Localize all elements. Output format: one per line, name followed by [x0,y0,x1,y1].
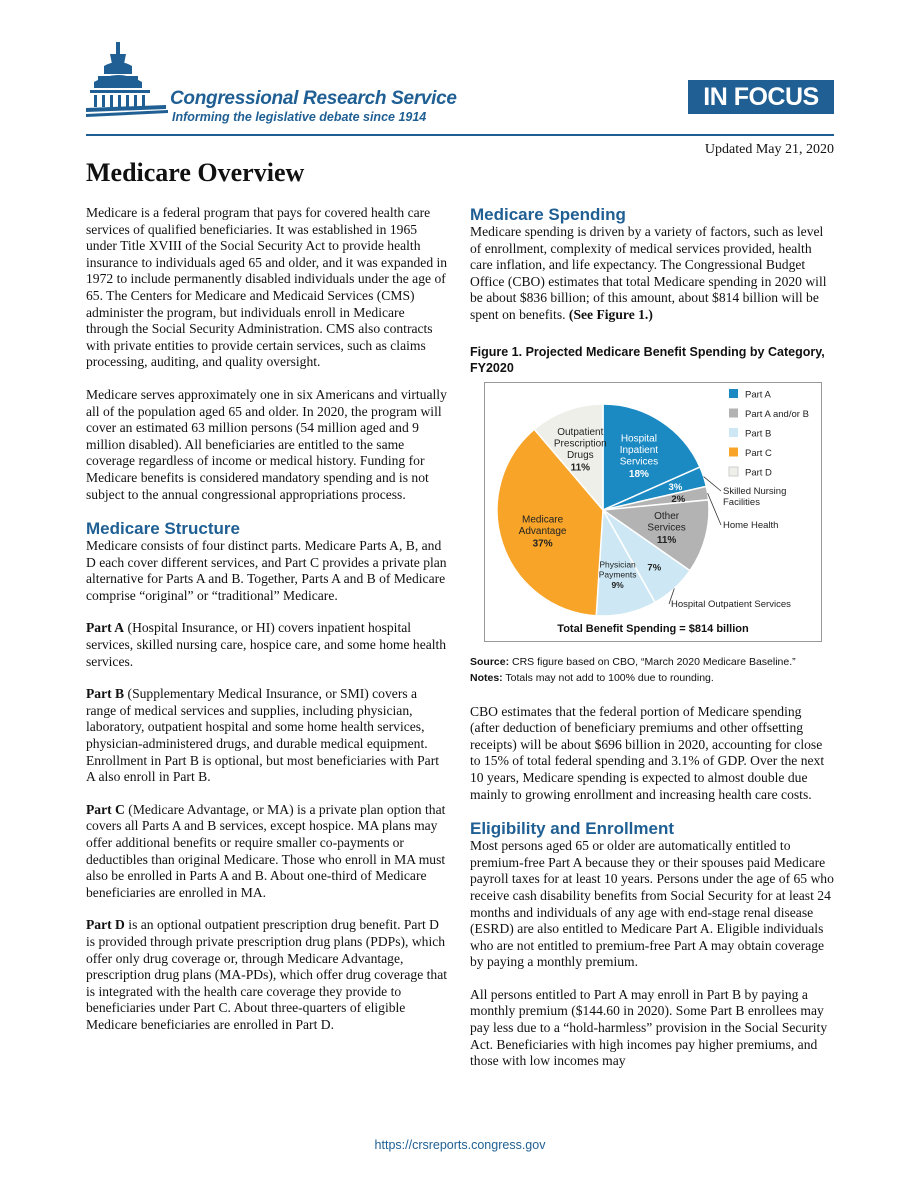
structure-paragraph: Medicare consists of four distinct parts. Medicare Parts A, B, and D each cover different services, and Part C provides a private plan alternative for Parts A and B. Together, Parts A and B of Medicare comprise “original” or “traditional” Medicare. [86,538,447,603]
legend-label-part-d: Part D [745,467,772,479]
pie-label-outpatient-prescription-drugs: Drugs [566,449,594,461]
source-text: CRS figure based on CBO, “March 2020 Medicare Baseline.” [509,655,796,668]
in-focus-badge: IN FOCUS [688,80,834,114]
spending-paragraph [470,224,834,324]
pie-pct-skilled-nursing-facilities: 3% [668,481,683,493]
part-d-label: Part D [86,917,125,933]
part-d-paragraph [86,917,448,1033]
spending-heading: Medicare Spending [470,205,626,224]
part-b-label: Part B [86,686,125,702]
part-a-label: Part A [86,620,125,636]
pie-label-other-services: Services [647,522,686,534]
part-c-text: (Medicare Advantage, or MA) is a private plan option that covers all Parts A and B services, except hospice. MA plans may offer additional benefits or require smaller co-payments or deductibles than original Medicare. Those who enroll in MA must also be enrolled in Parts A and B. About one-third of Medicare beneficiaries are enrolled in MA. [86,801,446,900]
pie-label-hospital-inpatient-services: Inpatient [619,444,659,456]
pie-label-skilled-nursing-facilities: Facilities [723,496,760,508]
pie-label-medicare-advantage: Advantage [518,525,567,537]
legend-swatch-part-a [729,389,738,398]
legend-swatch-part-a-and-or-b [729,408,738,417]
legend-label-part-b: Part B [745,428,772,440]
part-d-text: is an optional outpatient prescription drug benefit. Part D is provided through private prescription drug plans (PDPs), which offer only drug coverage or, through Medicare Advantage, prescription drug plans (MA-PDs), which offer drug coverage that is integrated with the health care coverage they provide to beneficiaries under Part C. About three-quarters of eligible Medicare beneficiaries are enrolled in Part D. [86,917,448,1032]
cbo-paragraph: CBO estimates that the federal portion of Medicare spending (after deduction of beneficiary premiums and other offsetting receipts) will be about $696 billion in 2020, accounting for close to 15% of total federal spending and 3.1% of GDP. Over the next 10 years, Medicare spending is expected to almost double due mainly to growing enrollment and increasing health care costs. [470,703,825,802]
pie-label-hospital-outpatient-services: Hospital Outpatient Services [671,598,791,610]
pie-label-outpatient-prescription-drugs: Outpatient [557,426,604,438]
notes-text: Totals may not add to 100% due to rounding. [502,671,714,684]
right-column [470,205,834,1086]
part-b-text: (Supplementary Medical Insurance, or SMI) covers a range of medical services and supplies, including physician, laboratory, outpatient hospital and some home health services, physician-administered drugs, and durable medical equipment. Enrollment in Part B is optional, but most beneficiaries with Part A also enroll in Part B. [86,686,440,785]
eligibility-paragraph: Most persons aged 65 or older are automatically entitled to premium-free Part A because they or their spouses paid Medicare payroll taxes for at least 10 years. Persons under the age of 65 who receive cash disability benefits from Social Security for at least 24 months and individuals of any age with end-stage renal disease (ESRD) are also entitled to Medicare Part A. Eligible individuals who are not entitled to premium-free Part A may obtain coverage by paying a monthly premium. [470,838,834,970]
figure-caption: Figure 1. Projected Medicare Benefit Spending by Category, FY2020 [470,344,825,375]
spending-text: Medicare spending is driven by a variety of factors, such as level of enrollment, complexity of medical services provided, health care inflation, and life expectancy. The Congressional Budget Office (CBO) estimates that total Medicare spending in 2020 will be about $836 billion; of this amount, about $814 billion will be spent on benefits. [470,224,827,322]
pie-label-hospital-inpatient-services: Hospital [620,433,657,445]
intro-paragraph-1: Medicare is a federal program that pays for covered health care services of qualified beneficiaries. It was established in 1965 under Title XVIII of the Social Security Act to provide health insurance to individuals aged 65 and older, and it was expanded in 1972 to include permanently disabled individuals under the age of 65. The Centers for Medicare and Medicaid Services (CMS) administer the program, but individuals enroll in Medicare through the Social Security Administration. CMS also contracts with private entities to provide certain services, such as claims processing, auditing, and quality oversight. [86,205,448,370]
legend-swatch-part-b [729,428,738,437]
pie-pct-hospital-outpatient-services: 7% [647,562,662,574]
legend-swatch-part-d [729,467,738,476]
pie-pct-hospital-inpatient-services: 18% [628,468,649,480]
pie-label-hospital-inpatient-services: Services [619,456,659,468]
legend-label-part-a: Part A [745,389,771,401]
pie-chart-box [484,382,822,642]
source-label: Source: [470,655,510,668]
part-a-text: (Hospital Insurance, or HI) covers inpatient hospital services, skilled nursing care, hospice care, and some home health services. [86,620,447,669]
part-a-paragraph [86,620,448,670]
figure-reference: (See Figure 1.) [568,306,653,322]
left-column [86,205,448,1050]
figure-notes [470,670,834,686]
legend-swatch-part-c [729,447,738,456]
structure-heading: Medicare Structure [86,519,240,539]
pie-label-skilled-nursing-facilities: Skilled Nursing [723,485,787,497]
pie-pct-other-services: 11% [656,534,677,546]
part-b-enrollment-paragraph: All persons entitled to Part A may enroll in Part B by paying a monthly premium ($144.60 in 2020). Some Part B enrollees may pay less due to a “hold-harmless” provision in the Social Security Act. Beneficiaries with high incomes pay higher premiums, and those with low incomes may [470,986,828,1069]
notes-label: Notes: [470,671,503,684]
part-c-paragraph [86,802,448,902]
pie-chart [485,383,821,641]
updated-date: Updated May 21, 2020 [704,142,834,157]
pie-pct-medicare-advantage: 37% [532,538,553,550]
pie-label-physician-payments: Physician [599,559,636,570]
pie-label-outpatient-prescription-drugs: Prescription [553,438,607,450]
legend-label-part-a-and-or-b: Part A and/or B [745,408,809,420]
pie-label-physician-payments: Payments [598,569,637,580]
org-tagline: Informing the legislative debate since 1914 [172,110,427,124]
pie-label-medicare-advantage: Medicare [522,514,564,526]
eligibility-heading: Eligibility and Enrollment [470,819,675,839]
pie-label-other-services: Other [654,510,680,522]
legend-label-part-c: Part C [745,447,772,459]
pie-pct-home-health: 2% [671,493,686,505]
org-name: Congressional Research Service [170,88,457,109]
page-title: Medicare Overview [86,158,305,187]
intro-paragraph-2: Medicare serves approximately one in six Americans and virtually all of the population aged 65 and older. In 2020, the program will cover an estimated 63 million persons (54 million aged and 9 million disabled). All beneficiaries are entitled to the same coverage regardless of income or medical history. Funding for Medicare benefits is considered mandatory spending and is not subject to the annual congressional appropriations process. [86,386,447,502]
part-c-label: Part C [86,801,125,817]
figure-source [470,654,834,670]
pie-label-home-health: Home Health [723,519,779,531]
pie-pct-physician-payments: 9% [611,579,624,590]
pie-pct-outpatient-prescription-drugs: 11% [570,462,591,474]
part-b-paragraph [86,686,448,786]
total-spending-label: Total Benefit Spending = $814 billion [557,622,749,635]
footer-url[interactable]: https://crsreports.congress.gov [374,1138,546,1152]
header-rule [86,134,834,136]
